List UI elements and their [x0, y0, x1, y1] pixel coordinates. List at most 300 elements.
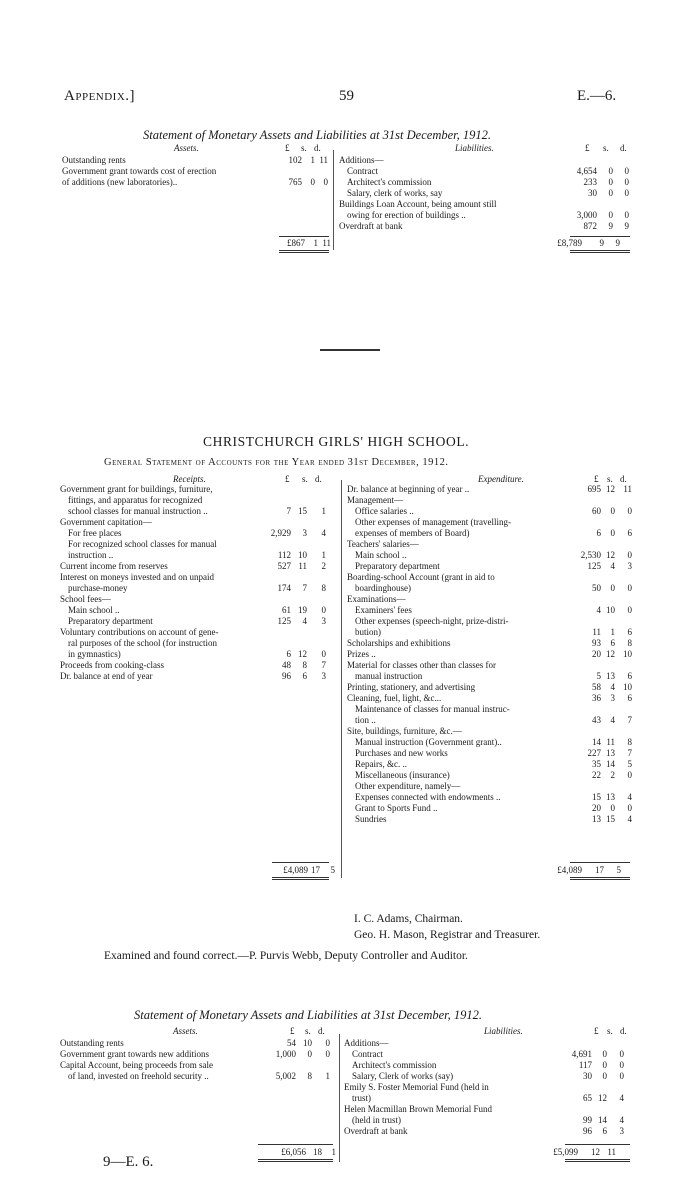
total-row [530, 865, 630, 876]
stmt1-assets-heading: Assets. [174, 143, 199, 153]
table-row [60, 539, 328, 550]
table-row [60, 671, 328, 682]
table-row [339, 166, 629, 177]
amount-pence: 4 [619, 1115, 624, 1125]
amount-shillings: 0 [608, 166, 613, 176]
total-shillings: 12 [591, 1147, 600, 1157]
amount-pence: 10 [623, 649, 632, 659]
stmt2-lsd-l-s: s. [607, 1026, 613, 1036]
row-label: Manual instruction (Government grant).. [355, 737, 502, 747]
total-pence: 9 [615, 238, 620, 248]
stmt1-assets-list [62, 155, 327, 188]
table-row [60, 627, 328, 638]
table-row [347, 726, 630, 737]
table-row [344, 1082, 630, 1093]
row-label: Proceeds from cooking-class [60, 660, 164, 670]
table-row [60, 1071, 332, 1082]
total-pence: 5 [330, 865, 335, 875]
amount-pence: 0 [627, 770, 632, 780]
row-label: Expenses connected with endowments .. [355, 792, 501, 802]
amount-pounds: 3,000 [576, 210, 597, 220]
table-row [60, 1060, 332, 1071]
table-row [347, 605, 630, 616]
total-pounds: £867 [287, 238, 305, 248]
total-row [530, 238, 630, 249]
stmt1-title: Statement of Monetary Assets and Liabilities at 31st December, 1912. [143, 128, 491, 142]
amount-pence: 9 [624, 221, 629, 231]
table-row [347, 682, 630, 693]
row-label: Site, buildings, furniture, &c.— [347, 726, 462, 736]
amount-pounds: 5 [596, 671, 601, 681]
total-shillings: 17 [595, 865, 604, 875]
row-label: trust) [352, 1093, 371, 1103]
amount-pounds: 48 [282, 660, 291, 670]
header-left: Appendix.] [64, 88, 136, 104]
row-label: (held in trust) [352, 1115, 401, 1125]
table-row [347, 495, 630, 506]
school-lsd-e-l: £ [594, 474, 599, 484]
amount-pence: 0 [627, 803, 632, 813]
row-label: of land, invested on freehold security .. [68, 1071, 209, 1081]
row-label: Grant to Sports Fund .. [355, 803, 438, 813]
amount-shillings: 4 [610, 561, 615, 571]
table-row [60, 1049, 332, 1060]
table-row [347, 671, 630, 682]
total-pounds: £5,099 [553, 1147, 578, 1157]
row-label: Overdraft at bank [344, 1126, 408, 1136]
amount-pounds: 36 [592, 693, 601, 703]
amount-pounds: 60 [592, 506, 601, 516]
row-label: Examiners' fees [355, 605, 412, 615]
amount-shillings: 12 [606, 550, 615, 560]
amount-shillings: 13 [606, 671, 615, 681]
amount-shillings: 9 [608, 221, 613, 231]
school-lsd-r-d: d. [315, 474, 322, 484]
table-row [60, 660, 328, 671]
table-row [344, 1071, 630, 1082]
row-label: boardinghouse) [355, 583, 411, 593]
amount-pounds: 6 [286, 649, 291, 659]
receipts-list [60, 484, 328, 682]
amount-pounds: 93 [592, 638, 601, 648]
amount-shillings: 0 [608, 210, 613, 220]
table-row [60, 517, 328, 528]
table-row [60, 572, 328, 583]
amount-shillings: 0 [610, 528, 615, 538]
table-row [60, 550, 328, 561]
amount-shillings: 0 [610, 803, 615, 813]
stmt1-lsd-a-d: d. [314, 143, 321, 153]
amount-pence: 10 [623, 682, 632, 692]
table-row [347, 583, 630, 594]
amount-pence: 0 [627, 550, 632, 560]
page-signature: 9—E. 6. [103, 1154, 154, 1170]
table-row [347, 561, 630, 572]
amount-pounds: 99 [583, 1115, 592, 1125]
table-row [60, 583, 328, 594]
amount-pence: 8 [627, 737, 632, 747]
amount-shillings: 15 [606, 814, 615, 824]
row-label: Scholarships and exhibitions [347, 638, 451, 648]
amount-shillings: 6 [610, 638, 615, 648]
amount-pounds: 227 [587, 748, 601, 758]
amount-pounds: 102 [288, 155, 302, 165]
stmt2-liab-heading: Liabilities. [484, 1026, 523, 1036]
amount-shillings: 14 [606, 759, 615, 769]
amount-shillings: 10 [303, 1038, 312, 1048]
table-row [347, 715, 630, 726]
amount-shillings: 12 [606, 649, 615, 659]
amount-pounds: 6 [596, 528, 601, 538]
school-lsd-e-d: d. [620, 474, 627, 484]
header-right: E.—6. [577, 88, 617, 104]
amount-shillings: 12 [298, 649, 307, 659]
row-label: Government capitation— [60, 517, 152, 527]
amount-pence: 0 [619, 1049, 624, 1059]
row-label: Contract [352, 1049, 383, 1059]
amount-pence: 0 [325, 1038, 330, 1048]
row-label: Cleaning, fuel, light, &c... [347, 693, 442, 703]
row-label: For recognized school classes for manual [68, 539, 217, 549]
amount-shillings: 2 [610, 770, 615, 780]
row-label: Purchases and new works [355, 748, 448, 758]
row-label: Architect's commission [352, 1060, 437, 1070]
row-label: expenses of members of Board) [355, 528, 470, 538]
receipts-heading: Receipts. [173, 474, 206, 484]
amount-pounds: 5,002 [275, 1071, 296, 1081]
row-label: Contract [347, 166, 378, 176]
table-row [347, 616, 630, 627]
amount-pounds: 765 [288, 177, 302, 187]
amount-pounds: 872 [583, 221, 597, 231]
row-label: Other expenditure, namely— [355, 781, 461, 791]
table-row [347, 517, 630, 528]
row-label: Salary, Clerk of works (say) [352, 1071, 454, 1081]
amount-pence: 8 [321, 583, 326, 593]
row-label: of additions (new laboratories).. [62, 177, 178, 187]
table-row [347, 484, 630, 495]
signatory-treasurer: Geo. H. Mason, Registrar and Treasurer. [354, 929, 541, 941]
table-row [347, 528, 630, 539]
table-row [347, 660, 630, 671]
amount-pounds: 233 [583, 177, 597, 187]
amount-pence: 0 [321, 605, 326, 615]
table-row [347, 759, 630, 770]
stmt1-liabilities-list [339, 155, 629, 232]
row-label: instruction .. [68, 550, 114, 560]
amount-pence: 0 [627, 506, 632, 516]
amount-pence: 0 [624, 177, 629, 187]
table-row [347, 693, 630, 704]
amount-shillings: 11 [298, 561, 307, 571]
amount-shillings: 10 [298, 550, 307, 560]
amount-pence: 7 [627, 715, 632, 725]
table-row [62, 155, 327, 166]
total-shillings: 18 [313, 1147, 322, 1157]
row-label: Additions— [344, 1038, 389, 1048]
amount-pounds: 65 [583, 1093, 592, 1103]
amount-pence: 0 [619, 1071, 624, 1081]
stmt2-lsd-a-s: s. [305, 1026, 311, 1036]
table-row [60, 484, 328, 495]
amount-shillings: 11 [606, 737, 615, 747]
row-label: Additions— [339, 155, 384, 165]
row-label: tion .. [355, 715, 376, 725]
total-shillings: 17 [311, 865, 320, 875]
school-lsd-e-s: s. [607, 474, 613, 484]
amount-pounds: 11 [592, 627, 601, 637]
table-row [347, 572, 630, 583]
row-label: Salary, clerk of works, say [347, 188, 443, 198]
row-label: Buildings Loan Account, being amount still [339, 199, 497, 209]
amount-pence: 0 [624, 188, 629, 198]
total-shillings: 1 [313, 238, 318, 248]
row-label: Miscellaneous (insurance) [355, 770, 450, 780]
expenditure-list [347, 484, 630, 825]
amount-pounds: 58 [592, 682, 601, 692]
row-label: Architect's commission [347, 177, 432, 187]
table-row [347, 748, 630, 759]
row-label: Boarding-school Account (grant in aid to [347, 572, 495, 582]
row-label: Printing, stationery, and advertising [347, 682, 476, 692]
table-row [347, 627, 630, 638]
stmt1-lsd-l-d: d. [620, 143, 627, 153]
total-pence: 11 [322, 238, 331, 248]
amount-pounds: 61 [282, 605, 291, 615]
amount-shillings: 0 [610, 506, 615, 516]
amount-pence: 11 [319, 155, 328, 165]
stmt2-assets-list [60, 1038, 332, 1082]
amount-shillings: 6 [602, 1126, 607, 1136]
row-label: Capital Account, being proceeds from sale [60, 1060, 213, 1070]
table-row [339, 188, 629, 199]
row-label: Prizes .. [347, 649, 376, 659]
amount-shillings: 3 [302, 528, 307, 538]
stmt2-lsd-a-l: £ [290, 1026, 295, 1036]
stmt2-assets-total [236, 1147, 336, 1158]
stmt1-lsd-l-l: £ [585, 143, 590, 153]
table-row [347, 803, 630, 814]
amount-pounds: 50 [592, 583, 601, 593]
amount-pence: 7 [321, 660, 326, 670]
amount-shillings: 8 [302, 660, 307, 670]
amount-pence: 4 [627, 792, 632, 802]
amount-pounds: 54 [287, 1038, 296, 1048]
amount-pounds: 35 [592, 759, 601, 769]
row-label: owing for erection of buildings .. [347, 210, 466, 220]
table-row [62, 166, 327, 177]
amount-pounds: 4,654 [576, 166, 597, 176]
table-row [60, 605, 328, 616]
row-label: Teachers' salaries— [347, 539, 419, 549]
table-row [344, 1038, 630, 1049]
table-row [339, 199, 629, 210]
stmt1-lsd-a-l: £ [285, 143, 290, 153]
amount-pounds: 22 [592, 770, 601, 780]
table-row [60, 638, 328, 649]
table-row [344, 1049, 630, 1060]
total-pence: 1 [331, 1147, 336, 1157]
amount-pence: 5 [627, 759, 632, 769]
table-row [347, 506, 630, 517]
school-lsd-r-l: £ [285, 474, 290, 484]
table-row [344, 1126, 630, 1137]
table-row [344, 1104, 630, 1115]
total-pounds: £6,056 [281, 1147, 306, 1157]
amount-shillings: 0 [608, 188, 613, 198]
stmt1-lsd-l-s: s. [603, 143, 609, 153]
amount-shillings: 4 [610, 682, 615, 692]
row-label: Outstanding rents [62, 155, 126, 165]
amount-pence: 3 [321, 616, 326, 626]
amount-pounds: 96 [282, 671, 291, 681]
table-row [347, 792, 630, 803]
row-label: For free places [68, 528, 122, 538]
table-row [339, 177, 629, 188]
amount-shillings: 0 [602, 1060, 607, 1070]
stmt2-assets-heading: Assets. [173, 1026, 198, 1036]
row-label: Preparatory department [355, 561, 440, 571]
amount-pounds: 7 [286, 506, 291, 516]
amount-shillings: 4 [610, 715, 615, 725]
amount-pence: 1 [321, 506, 326, 516]
table-row [347, 649, 630, 660]
amount-pence: 3 [321, 671, 326, 681]
expenditure-heading: Expenditure. [478, 474, 524, 484]
stmt2-liabilities-list [344, 1038, 630, 1137]
amount-shillings: 12 [606, 484, 615, 494]
row-label: Repairs, &c. .. [355, 759, 407, 769]
table-row [347, 704, 630, 715]
amount-shillings: 0 [307, 1049, 312, 1059]
amount-shillings: 10 [606, 605, 615, 615]
table-row [347, 638, 630, 649]
amount-shillings: 15 [298, 506, 307, 516]
amount-pounds: 13 [592, 814, 601, 824]
amount-pence: 3 [627, 561, 632, 571]
table-row [60, 561, 328, 572]
amount-pence: 0 [325, 1049, 330, 1059]
stmt2-lsd-a-d: d. [318, 1026, 325, 1036]
amount-pence: 4 [627, 814, 632, 824]
receipts-total [232, 865, 335, 876]
total-pence: 5 [616, 865, 621, 875]
amount-pounds: 2,929 [270, 528, 291, 538]
table-row [347, 770, 630, 781]
table-row [62, 177, 327, 188]
amount-pence: 2 [321, 561, 326, 571]
table-row [339, 221, 629, 232]
row-label: Maintenance of classes for manual instruc- [355, 704, 510, 714]
amount-pounds: 20 [592, 649, 601, 659]
amount-pounds: 527 [277, 561, 291, 571]
amount-pounds: 14 [592, 737, 601, 747]
table-row [60, 594, 328, 605]
amount-pence: 1 [321, 550, 326, 560]
total-row [232, 238, 329, 249]
stmt1-assets-total [232, 238, 329, 249]
amount-pounds: 695 [587, 484, 601, 494]
total-pounds: £4,089 [283, 865, 308, 875]
row-label: fittings, and apparatus for recognized [68, 495, 203, 505]
row-label: Main school .. [68, 605, 120, 615]
amount-shillings: 14 [598, 1115, 607, 1125]
amount-pence: 0 [624, 210, 629, 220]
row-label: School fees— [60, 594, 111, 604]
amount-shillings: 8 [307, 1071, 312, 1081]
amount-pounds: 96 [583, 1126, 592, 1136]
amount-shillings: 13 [606, 748, 615, 758]
amount-pence: 1 [325, 1071, 330, 1081]
amount-pence: 3 [619, 1126, 624, 1136]
table-row [347, 539, 630, 550]
total-pounds: £8,789 [557, 238, 582, 248]
amount-pence: 6 [627, 693, 632, 703]
table-row [344, 1115, 630, 1126]
amount-pence: 0 [627, 583, 632, 593]
table-row [60, 616, 328, 627]
amount-pence: 6 [627, 528, 632, 538]
examined-statement: Examined and found correct.—P. Purvis Webb, Deputy Controller and Auditor. [104, 950, 468, 962]
table-row [347, 737, 630, 748]
amount-shillings: 0 [602, 1049, 607, 1059]
row-label: Helen Macmillan Brown Memorial Fund [344, 1104, 492, 1114]
amount-pence: 6 [627, 627, 632, 637]
school-lsd-r-s: s. [302, 474, 308, 484]
stmt1-lsd-a-s: s. [301, 143, 307, 153]
row-label: in gymnastics) [68, 649, 121, 659]
row-label: Preparatory department [68, 616, 153, 626]
row-label: Other expenses (speech-night, prize-distri- [355, 616, 509, 626]
row-label: Interest on moneys invested and on unpaid [60, 572, 214, 582]
stmt2-liab-total [530, 1147, 630, 1158]
amount-pence: 4 [619, 1093, 624, 1103]
row-label: Management— [347, 495, 403, 505]
amount-shillings: 4 [302, 616, 307, 626]
row-label: school classes for manual instruction .. [68, 506, 208, 516]
amount-pence: 0 [627, 605, 632, 615]
table-row [60, 506, 328, 517]
amount-shillings: 7 [302, 583, 307, 593]
amount-pence: 8 [627, 638, 632, 648]
table-row [60, 528, 328, 539]
amount-pounds: 125 [277, 616, 291, 626]
stmt2-title: Statement of Monetary Assets and Liabilities at 31st December, 1912. [134, 1008, 482, 1022]
total-pence: 11 [607, 1147, 616, 1157]
amount-pence: 0 [619, 1060, 624, 1070]
table-row [344, 1093, 630, 1104]
row-label: Outstanding rents [60, 1038, 124, 1048]
row-label: ral purposes of the school (for instruction [68, 638, 217, 648]
row-label: Examinations— [347, 594, 406, 604]
amount-pence: 0 [323, 177, 328, 187]
table-row [339, 210, 629, 221]
row-label: Other expenses of management (travelling- [355, 517, 511, 527]
amount-pence: 0 [321, 649, 326, 659]
page-number: 59 [339, 88, 354, 104]
amount-shillings: 13 [606, 792, 615, 802]
amount-shillings: 1 [610, 627, 615, 637]
stmt2-lsd-l-d: d. [620, 1026, 627, 1036]
row-label: manual instruction [355, 671, 423, 681]
amount-shillings: 6 [302, 671, 307, 681]
total-row [232, 865, 335, 876]
amount-pence: 7 [627, 748, 632, 758]
row-label: Emily S. Foster Memorial Fund (held in [344, 1082, 489, 1092]
amount-pounds: 1,000 [275, 1049, 296, 1059]
amount-pounds: 174 [277, 583, 291, 593]
total-pounds: £4,089 [557, 865, 582, 875]
